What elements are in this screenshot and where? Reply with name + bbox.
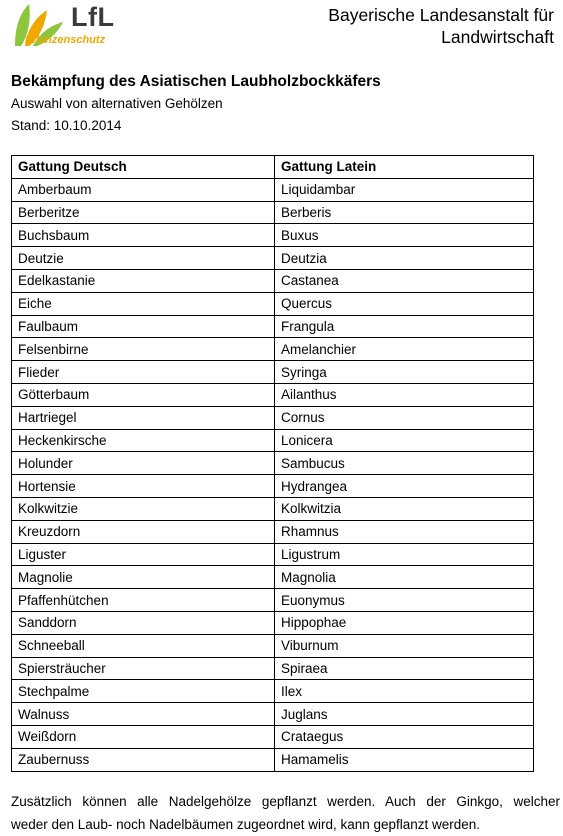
document-title: Bekämpfung des Asiatischen Laubholzbockkäfers	[11, 73, 381, 91]
cell-german-name: Kolkwitzie	[12, 497, 275, 520]
cell-latin-name: Crataegus	[275, 725, 534, 748]
cell-german-name: Buchsbaum	[12, 224, 275, 247]
cell-german-name: Weißdorn	[12, 725, 275, 748]
cell-german-name: Kreuzdorn	[12, 520, 275, 543]
cell-latin-name: Buxus	[275, 224, 534, 247]
cell-latin-name: Ilex	[275, 680, 534, 703]
cell-latin-name: Juglans	[275, 703, 534, 726]
table-row	[12, 520, 534, 543]
cell-german-name: Götterbaum	[12, 383, 275, 406]
logo-subtitle: Pflanzenschutz	[25, 34, 105, 46]
cell-german-name: Schneeball	[12, 634, 275, 657]
cell-latin-name: Ligustrum	[275, 543, 534, 566]
cell-latin-name: Kolkwitzia	[275, 497, 534, 520]
cell-latin-name: Sambucus	[275, 452, 534, 475]
institution-line-2: Landwirtschaft	[328, 26, 554, 48]
column-header-german: Gattung Deutsch	[12, 156, 275, 179]
table-row	[12, 566, 534, 589]
table-row	[12, 452, 534, 475]
cell-latin-name: Deutzia	[275, 247, 534, 270]
table-row	[12, 201, 534, 224]
table-row	[12, 475, 534, 498]
cell-german-name: Hortensie	[12, 475, 275, 498]
cell-latin-name: Cornus	[275, 406, 534, 429]
cell-german-name: Pfaffenhütchen	[12, 589, 275, 612]
cell-latin-name: Syringa	[275, 361, 534, 384]
cell-latin-name: Hamamelis	[275, 748, 534, 771]
table-row	[12, 269, 534, 292]
table-row	[12, 247, 534, 270]
table-row	[12, 497, 534, 520]
institution-line-1: Bayerische Landesanstalt für	[328, 4, 554, 26]
cell-latin-name: Berberis	[275, 201, 534, 224]
cell-german-name: Flieder	[12, 361, 275, 384]
cell-latin-name: Quercus	[275, 292, 534, 315]
cell-latin-name: Spiraea	[275, 657, 534, 680]
cell-latin-name: Ailanthus	[275, 383, 534, 406]
table-row	[12, 725, 534, 748]
logo-text: LfL	[71, 2, 114, 33]
cell-latin-name: Amelanchier	[275, 338, 534, 361]
table-body	[12, 178, 534, 771]
cell-german-name: Faulbaum	[12, 315, 275, 338]
cell-german-name: Magnolie	[12, 566, 275, 589]
document-date: Stand: 10.10.2014	[11, 118, 121, 133]
table-row	[12, 178, 534, 201]
table-row	[12, 406, 534, 429]
table-row	[12, 680, 534, 703]
table-row	[12, 657, 534, 680]
cell-german-name: Amberbaum	[12, 178, 275, 201]
table-row	[12, 224, 534, 247]
table-row	[12, 429, 534, 452]
footer-line-1: Zusätzlich können alle Nadelgehölze gepflanzt werden. Auch der Ginkgo, welcher	[11, 791, 560, 814]
cell-german-name: Eiche	[12, 292, 275, 315]
footer-note	[11, 791, 560, 836]
table-row	[12, 589, 534, 612]
table-row	[12, 292, 534, 315]
institution-name	[328, 4, 554, 48]
table-row	[12, 383, 534, 406]
cell-latin-name: Liquidambar	[275, 178, 534, 201]
cell-german-name: Deutzie	[12, 247, 275, 270]
column-header-latin: Gattung Latein	[275, 156, 534, 179]
table-row	[12, 315, 534, 338]
cell-latin-name: Hydrangea	[275, 475, 534, 498]
cell-german-name: Hartriegel	[12, 406, 275, 429]
cell-german-name: Walnuss	[12, 703, 275, 726]
cell-german-name: Holunder	[12, 452, 275, 475]
table-header-row	[12, 156, 534, 179]
cell-german-name: Zaubernuss	[12, 748, 275, 771]
document-subtitle: Auswahl von alternativen Gehölzen	[11, 96, 223, 111]
cell-german-name: Stechpalme	[12, 680, 275, 703]
cell-german-name: Liguster	[12, 543, 275, 566]
plant-table	[11, 155, 534, 772]
table-row	[12, 338, 534, 361]
table-row	[12, 634, 534, 657]
cell-latin-name: Frangula	[275, 315, 534, 338]
cell-german-name: Heckenkirsche	[12, 429, 275, 452]
cell-german-name: Berberitze	[12, 201, 275, 224]
cell-latin-name: Euonymus	[275, 589, 534, 612]
cell-german-name: Felsenbirne	[12, 338, 275, 361]
cell-german-name: Sanddorn	[12, 611, 275, 634]
cell-german-name: Edelkastanie	[12, 269, 275, 292]
table-row	[12, 748, 534, 771]
cell-latin-name: Magnolia	[275, 566, 534, 589]
cell-german-name: Spiersträucher	[12, 657, 275, 680]
cell-latin-name: Lonicera	[275, 429, 534, 452]
table-row	[12, 611, 534, 634]
cell-latin-name: Castanea	[275, 269, 534, 292]
cell-latin-name: Rhamnus	[275, 520, 534, 543]
cell-latin-name: Viburnum	[275, 634, 534, 657]
lfl-logo	[13, 0, 133, 50]
cell-latin-name: Hippophae	[275, 611, 534, 634]
table-row	[12, 361, 534, 384]
table-row	[12, 543, 534, 566]
footer-line-2: weder den Laub- noch Nadelbäumen zugeordnet wird, kann gepflanzt werden.	[11, 814, 560, 836]
table-row	[12, 703, 534, 726]
